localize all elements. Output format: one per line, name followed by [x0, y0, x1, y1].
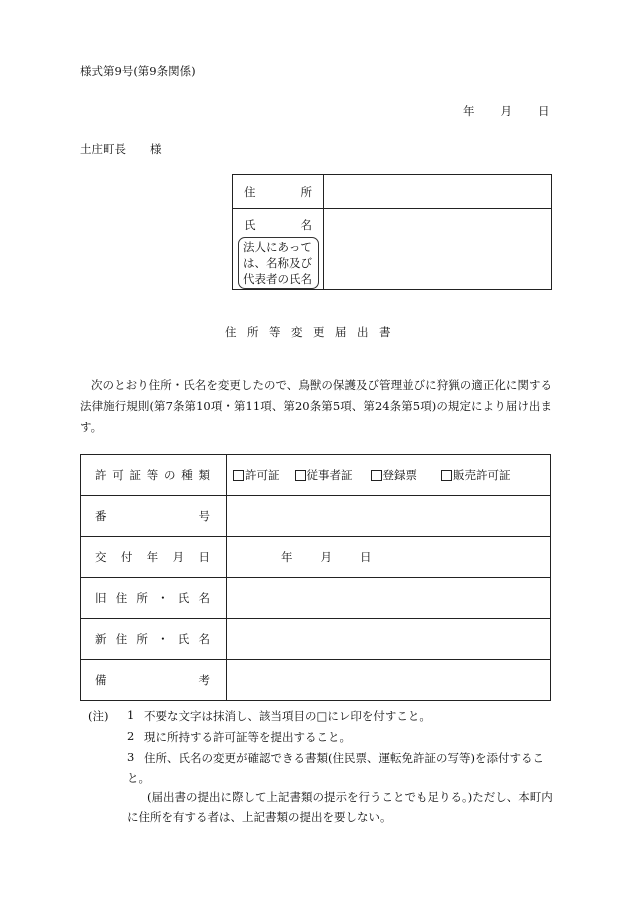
label-char: 種	[181, 468, 193, 482]
notes-prefix: (注)	[88, 709, 109, 723]
label-char: 日	[198, 550, 210, 564]
label-char: の	[164, 468, 176, 482]
label-char: ・	[157, 632, 169, 646]
label-char: 住	[115, 591, 128, 605]
option-registration[interactable]	[371, 467, 418, 483]
issue-year: 年	[281, 550, 293, 564]
row-label-cell	[81, 455, 227, 496]
address-label-char: 住	[244, 184, 256, 199]
row-label-cell	[81, 578, 227, 619]
table-row	[81, 578, 551, 619]
address-label-char: 所	[300, 184, 312, 199]
note-num: 2	[127, 729, 135, 743]
table-row	[81, 660, 551, 701]
addressee-name: 土庄町長	[80, 142, 126, 156]
option-label: 登録票	[382, 468, 417, 482]
document-title: 住所等変更届出書	[225, 325, 401, 339]
label-char: 氏	[177, 591, 190, 605]
form-number: 様式第9号(第9条関係)	[80, 64, 196, 78]
label-char: 所	[136, 591, 148, 605]
label-char: 名	[198, 632, 210, 646]
addressee-suffix: 様	[150, 142, 162, 156]
number-value[interactable]	[227, 496, 551, 537]
option-worker-cert[interactable]	[295, 467, 353, 483]
option-permit[interactable]	[233, 467, 280, 483]
checkbox-icon[interactable]	[441, 470, 452, 481]
table-row	[81, 496, 551, 537]
label-char: 番	[95, 509, 107, 523]
name-value[interactable]	[324, 209, 552, 290]
addressee	[80, 141, 162, 157]
name-label-char: 氏	[244, 218, 256, 232]
row-label-cell	[81, 660, 227, 701]
name-label-char: 名	[300, 218, 312, 232]
date-line	[463, 103, 550, 119]
row-label-cell	[81, 496, 227, 537]
applicant-box	[232, 174, 552, 290]
date-day: 日	[538, 104, 550, 118]
address-label-cell	[233, 175, 324, 209]
option-label: 許可証	[245, 468, 280, 482]
label-char: 証	[129, 468, 141, 482]
table-row	[81, 619, 551, 660]
note-supplement: (届出書の提出に際して上記書類の提示を行うことでも足りる。)ただし、本町内に住所を有する者は、上記書類の提出を要しない。	[127, 790, 553, 824]
option-label: 従事者証	[306, 468, 353, 482]
row-label	[95, 467, 210, 483]
label-char: 年	[146, 550, 159, 564]
label-char: 号	[198, 509, 210, 523]
address-label	[244, 184, 312, 200]
permit-type-cell	[227, 455, 551, 496]
name-label-cell	[233, 209, 324, 290]
label-char: 備	[95, 673, 107, 687]
date-month: 月	[500, 104, 512, 118]
checkbox-icon[interactable]	[295, 470, 306, 481]
row-label	[95, 508, 210, 524]
label-char: 可	[112, 468, 124, 482]
new-address-value[interactable]	[227, 619, 551, 660]
option-label: 販売許可証	[453, 468, 511, 482]
row-label	[95, 672, 210, 688]
label-char: 新	[95, 632, 107, 646]
row-label-cell	[81, 537, 227, 578]
note-text: 現に所持する許可証等を提出すること。	[144, 730, 351, 744]
label-char: 等	[146, 468, 159, 482]
label-char: 住	[115, 632, 128, 646]
checkbox-icon[interactable]	[371, 470, 382, 481]
label-char: 月	[172, 550, 185, 564]
table-row	[81, 455, 551, 496]
note-text: 不要な文字は抹消し、該当項目の□にレ印を付すこと。	[144, 709, 431, 723]
corporate-note: 法人にあっては、名称及び代表者の氏名	[238, 237, 319, 289]
issue-month: 月	[320, 550, 332, 564]
label-char: 名	[198, 591, 210, 605]
label-char: 交	[95, 550, 107, 564]
note-text: 住所、氏名の変更が確認できる書類(住民票、運転免許証の写等)を添付すること。	[127, 751, 544, 785]
remarks-value[interactable]	[227, 660, 551, 701]
label-char: 旧	[95, 591, 107, 605]
row-label	[95, 590, 210, 606]
label-char: 許	[95, 468, 107, 482]
row-label	[95, 549, 210, 565]
table-row	[81, 537, 551, 578]
label-char: ・	[157, 591, 169, 605]
old-address-value[interactable]	[227, 578, 551, 619]
row-label	[95, 631, 210, 647]
label-char: 氏	[177, 632, 190, 646]
date-year: 年	[463, 104, 475, 118]
label-char: 所	[136, 632, 148, 646]
label-char: 考	[198, 673, 210, 687]
label-char: 類	[198, 468, 210, 482]
checkbox-icon[interactable]	[233, 470, 244, 481]
note-num: 3	[127, 750, 135, 764]
change-table	[80, 454, 551, 701]
label-char: 付	[120, 550, 133, 564]
note-num: 1	[127, 708, 135, 722]
name-label	[244, 217, 312, 233]
issue-day: 日	[360, 550, 372, 564]
issue-date-value[interactable]	[227, 537, 551, 578]
address-value[interactable]	[324, 175, 552, 209]
option-sales-permit[interactable]	[441, 467, 511, 483]
row-label-cell	[81, 619, 227, 660]
body-text: 次のとおり住所・氏名を変更したので、鳥獣の保護及び管理並びに狩猟の適正化に関する法律施行規則(第7条第10項・第11項、第20条第5項、第24条第5項)の規定により届け出ます。	[80, 378, 552, 434]
